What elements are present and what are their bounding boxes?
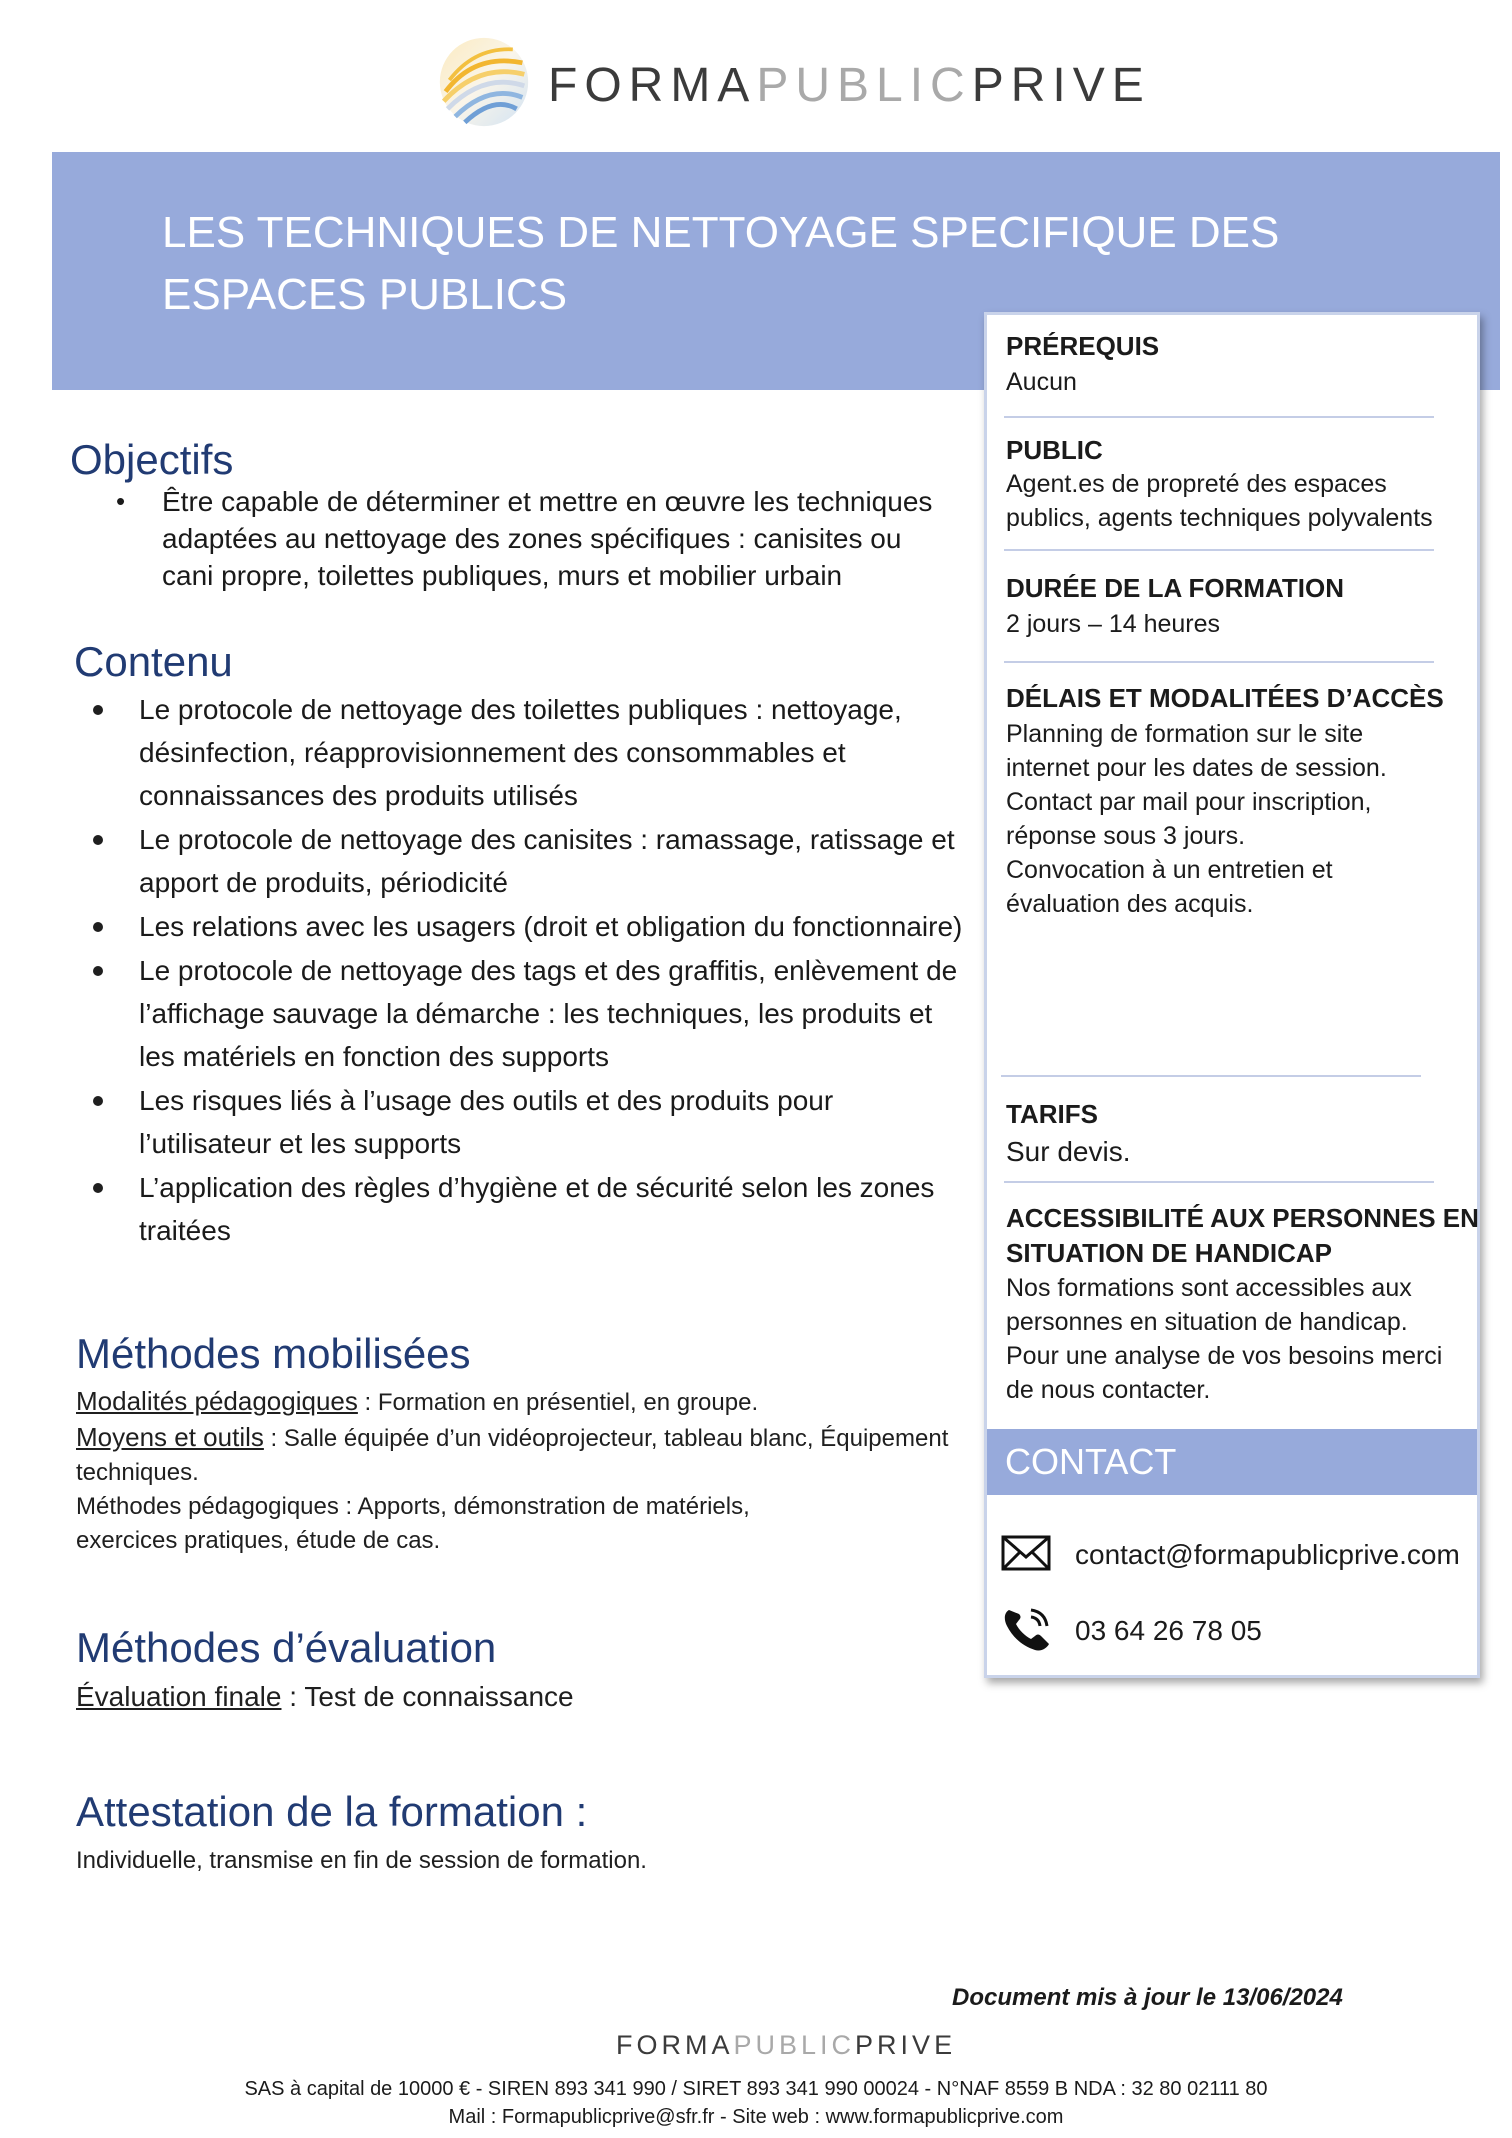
tarifs-text: Sur devis. <box>1006 1136 1131 1167</box>
delais-text-3: Convocation à un entretien et évaluation des acquis. <box>1006 856 1333 918</box>
evaluation-text <box>76 1678 574 1715</box>
contenu-heading: Contenu <box>74 638 233 685</box>
public-heading: PUBLIC <box>1006 435 1103 465</box>
objectifs-list <box>110 483 960 594</box>
attestation-text: Individuelle, transmise en fin de session de formation. <box>76 1847 647 1874</box>
evaluation-value: : Test de connaissance <box>281 1681 574 1712</box>
update-date: Document mis à jour le 13/06/2024 <box>952 1984 1343 2011</box>
delais-text-1: Planning de formation sur le site internet pour les dates de session. <box>1006 720 1387 782</box>
list-item: Le protocole de nettoyage des canisites : ramassage, ratissage et apport de produits, périodicité <box>88 818 968 904</box>
prerequis-heading: PRÉREQUIS <box>1006 331 1160 361</box>
contact-title: CONTACT <box>1005 1441 1177 1482</box>
brand-name: FORMAPUBLICPRIVE <box>548 59 1151 112</box>
contact-header <box>987 1429 1477 1495</box>
list-item: Les risques liés à l’usage des outils et des produits pour l’utilisateur et les supports <box>88 1079 968 1165</box>
moyens-text <box>76 1420 956 1490</box>
pedago-text: Méthodes pédagogiques : Apports, démonstration de matériels, exercices pratiques, étude de cas. <box>76 1493 750 1554</box>
methodes-heading: Méthodes mobilisées <box>76 1330 471 1377</box>
info-card <box>984 312 1480 1678</box>
footer-contact: Mail : Formapublicprive@sfr.fr - Site web : www.formapublicprive.com <box>448 2106 1064 2128</box>
tarifs-heading: TARIFS <box>1006 1099 1098 1129</box>
page-title: LES TECHNIQUES DE NETTOYAGE SPECIFIQUE DES ESPACES PUBLICS <box>162 208 1280 319</box>
modalites-text <box>76 1384 956 1420</box>
moyens-value: : Salle équipée d’un vidéoprojecteur, tableau blanc, Équipement techniques. <box>76 1425 949 1486</box>
list-item: Le protocole de nettoyage des toilettes publiques : nettoyage, désinfection, réapprovisionnement des consommables et connaissances des produits utilisés <box>88 688 968 817</box>
attestation-heading: Attestation de la formation : <box>76 1788 588 1835</box>
delais-heading: DÉLAIS ET MODALITÉES D’ACCÈS <box>1006 683 1444 713</box>
email-link[interactable]: contact@formapublicprive.com <box>1075 1539 1460 1570</box>
contenu-list <box>88 688 968 1253</box>
list-item: Le protocole de nettoyage des tags et des graffitis, enlèvement de l’affichage sauvage la démarche : les techniques, les produits et les matériels en fonction des supports <box>88 949 968 1078</box>
objectifs-heading: Objectifs <box>70 436 234 483</box>
accessibilite-text: Nos formations sont accessibles aux personnes en situation de handicap. Pour une analyse de vos besoins merci de nous contacter. <box>1006 1274 1443 1404</box>
footer-logo: FORMAPUBLICPRIVE <box>616 2030 957 2060</box>
footer-legal: SAS à capital de 10000 € - SIREN 893 341 990 / SIRET 893 341 990 00024 - N°NAF 8559 B NDA : 32 80 02111 80 <box>244 2078 1268 2100</box>
accessibilite-heading-1: ACCESSIBILITÉ AUX PERSONNES EN <box>1006 1203 1479 1233</box>
divider <box>1004 1181 1434 1183</box>
list-item: Les relations avec les usagers (droit et obligation du fonctionnaire) <box>88 905 968 948</box>
list-item: • Être capable de déterminer et mettre en œuvre les techniques adaptées au nettoyage des zones spécifiques : canisites ou cani propre, toilettes publiques, murs et mobilier urbain <box>110 483 960 594</box>
modalites-value: : Formation en présentiel, en groupe. <box>357 1389 759 1416</box>
divider <box>1001 1075 1421 1077</box>
duree-text: 2 jours – 14 heures <box>1006 610 1221 638</box>
phone-number[interactable]: 03 64 26 78 05 <box>1075 1615 1262 1646</box>
divider <box>1004 549 1434 551</box>
evaluation-label: Évaluation finale <box>76 1681 282 1712</box>
globe-logo-icon <box>436 34 532 130</box>
public-text: Agent.es de propreté des espaces publics, agents techniques polyvalents <box>1006 470 1433 532</box>
list-item: L’application des règles d’hygiène et de sécurité selon les zones traitées <box>88 1166 968 1252</box>
delais-text-2: Contact par mail pour inscription, réponse sous 3 jours. <box>1006 788 1372 850</box>
phone-icon <box>1001 1605 1053 1653</box>
modalites-label: Modalités pédagogiques <box>76 1386 358 1416</box>
header-logo <box>0 28 1512 138</box>
divider <box>1004 661 1434 663</box>
prerequis-text: Aucun <box>1006 368 1077 396</box>
accessibilite-heading-2: SITUATION DE HANDICAP <box>1006 1238 1332 1268</box>
duree-heading: DURÉE DE LA FORMATION <box>1006 573 1344 603</box>
envelope-icon <box>1001 1533 1053 1575</box>
evaluation-heading: Méthodes d’évaluation <box>76 1624 497 1671</box>
moyens-label: Moyens et outils <box>76 1422 264 1452</box>
divider <box>1004 416 1434 418</box>
